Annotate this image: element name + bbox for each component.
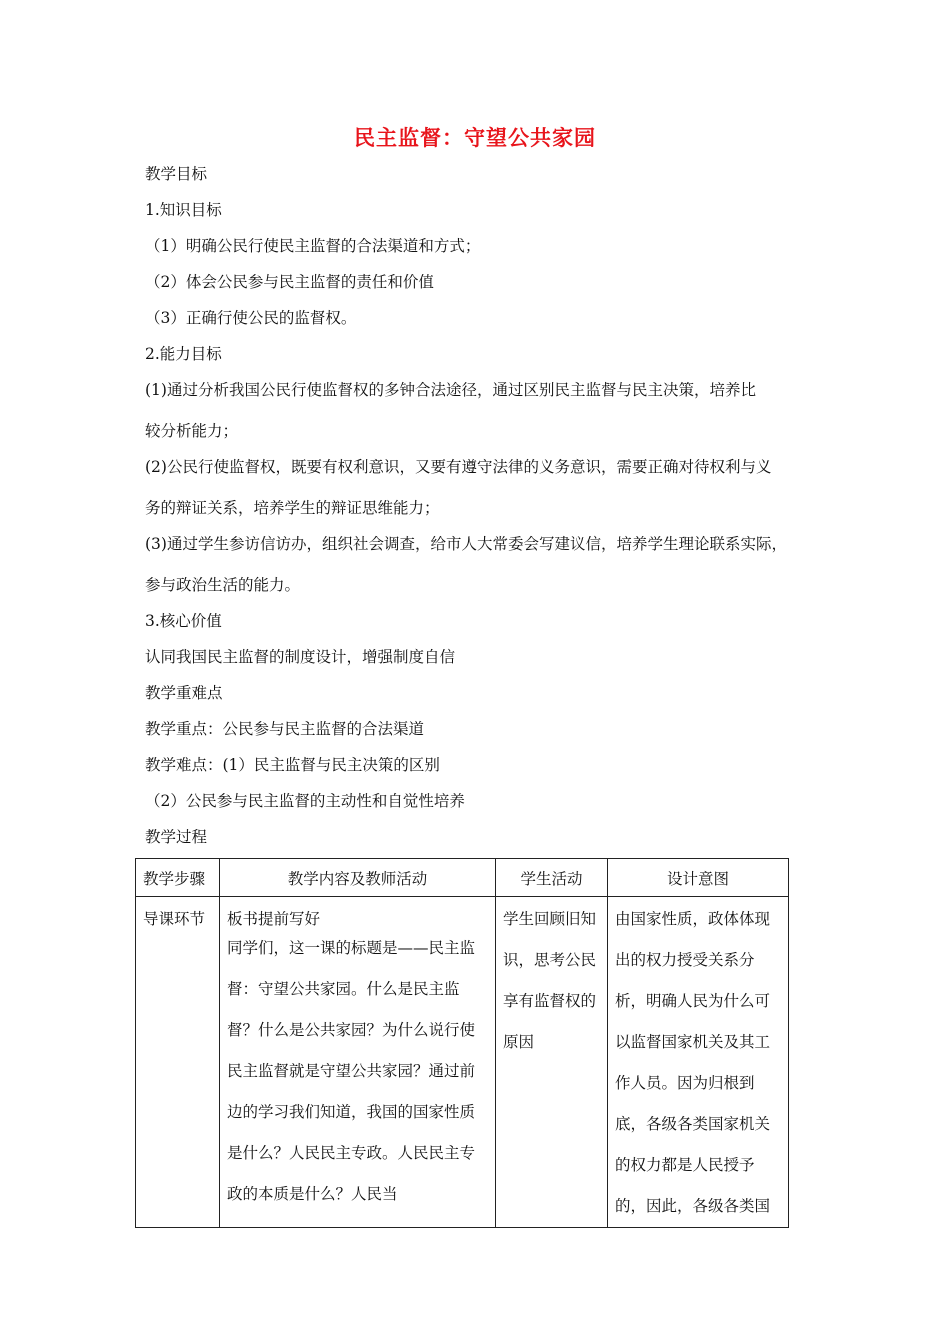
teaching-process-table (135, 858, 789, 1228)
text-line: (3)通过学生参访信访办，组织社会调查，给市人大常委会写建议信，培养学生理论联系实际， (145, 535, 787, 553)
step-label: 导课环节 (143, 910, 206, 928)
table-row (136, 897, 789, 1228)
text-line: 认同我国民主监督的制度设计，增强制度自信 (145, 648, 456, 666)
page-title: 民主监督：守望公共家园 (354, 126, 596, 150)
header-content: 教学内容及教师活动 (220, 859, 496, 897)
text-line: 教学重点：公民参与民主监督的合法渠道 (145, 720, 425, 738)
intent-text: 由国家性质，政体体现出的权力授受关系分析，明确人民为什么可以监督国家机关及其工作人员。因为归根到底，各级各类国家机关的权力都是人民授予的，因此，各级各类国 (615, 910, 771, 1215)
header-intent: 设计意图 (608, 859, 789, 897)
text-line: 教学过程 (145, 828, 208, 846)
content-first-line: 板书提前写好 (227, 910, 321, 928)
text-line: 教学重难点 (145, 684, 223, 702)
cell-content (220, 897, 496, 1228)
text-line: 3.核心价值 (145, 612, 222, 630)
text-line: 教学难点：(1）民主监督与民主决策的区别 (145, 756, 440, 774)
text-line: （2）体会公民参与民主监督的责任和价值 (145, 273, 434, 291)
text-line: 2.能力目标 (145, 345, 222, 363)
text-line: （1）明确公民行使民主监督的合法渠道和方式； (145, 237, 481, 255)
text-line: 1.知识目标 (145, 201, 222, 219)
header-step: 教学步骤 (136, 859, 220, 897)
text-line: （2）公民参与民主监督的主动性和自觉性培养 (145, 792, 465, 810)
text-line: (1)通过分析我国公民行使监督权的多钟合法途径，通过区别民主监督与民主决策，培养比 (145, 381, 756, 399)
student-text: 学生回顾旧知识，思考公民享有监督权的原因 (503, 910, 597, 1051)
text-line: 参与政治生活的能力。 (145, 576, 301, 594)
text-line: (2)公民行使监督权，既要有权利意识，又要有遵守法律的义务意识，需要正确对待权利与义 (145, 458, 772, 476)
content-text: 同学们，这一课的标题是——民主监督：守望公共家园。什么是民主监督？什么是公共家园？为什么说行使民主监督就是守望公共家园？通过前边的学习我们知道，我国的国家性质是什么？人民民主专政。人民民主专政的本质是什么？人民当 (227, 939, 476, 1203)
text-line: 较分析能力； (145, 422, 239, 440)
cell-step (136, 897, 220, 1228)
text-line: （3）正确行使公民的监督权。 (145, 309, 357, 327)
header-student: 学生活动 (496, 859, 608, 897)
text-line: 务的辩证关系，培养学生的辩证思维能力； (145, 499, 440, 517)
table-header-row (136, 859, 789, 897)
cell-intent (608, 897, 789, 1228)
text-line: 教学目标 (145, 165, 208, 183)
cell-student (496, 897, 608, 1228)
